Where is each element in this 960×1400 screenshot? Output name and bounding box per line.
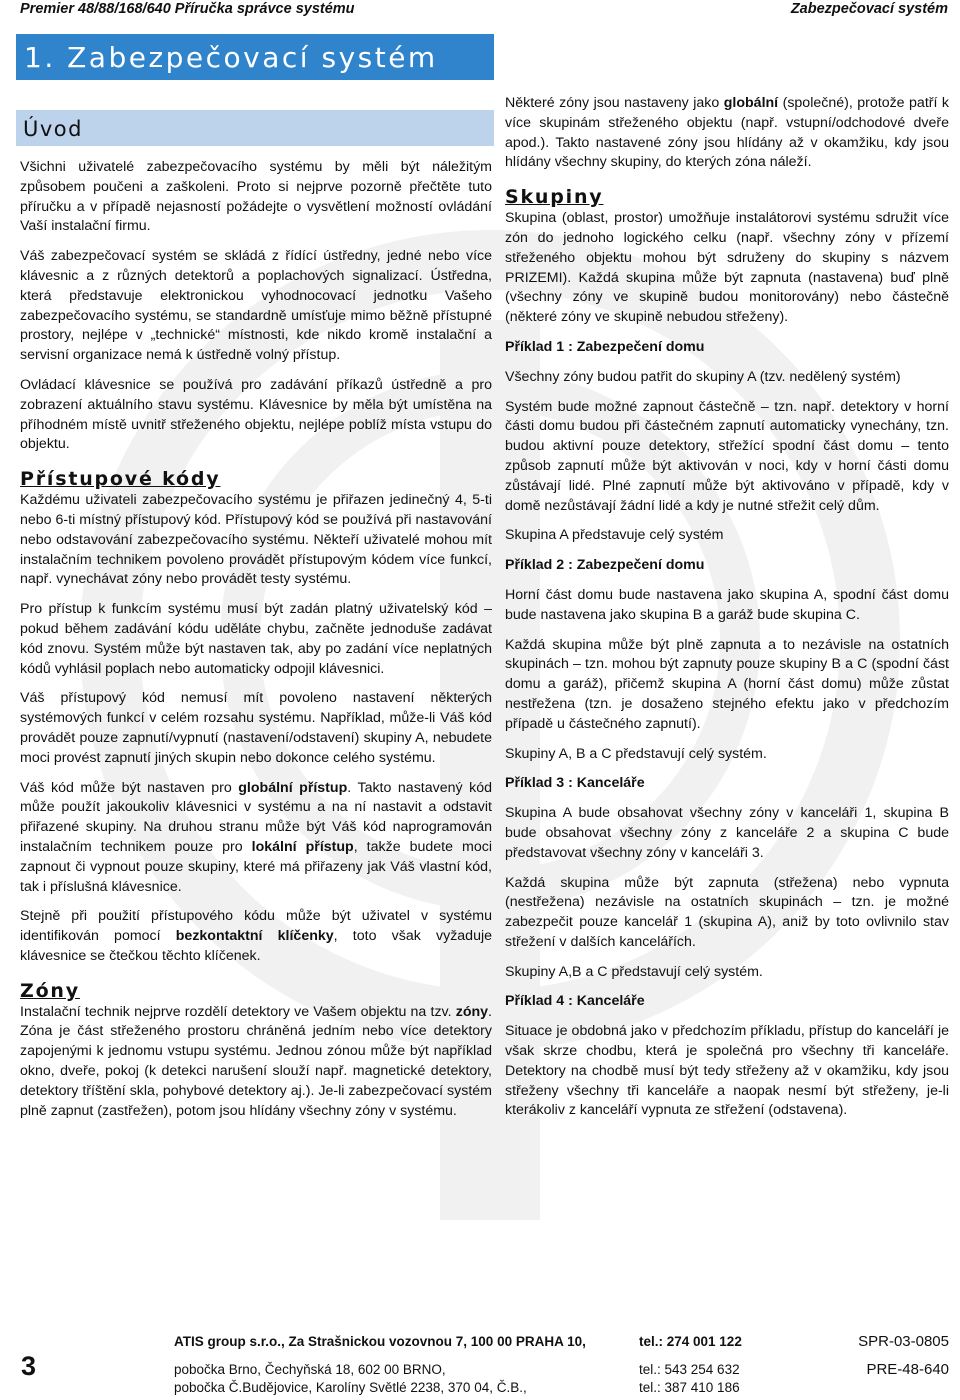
paragraph: Váš přístupový kód nemusí mít povoleno nastavení některých systémových funkcí v celém rozsahu systému. Například, může-li Váš kód provádět pouze zapnutí/vypnutí (nastavení/odstavení) skupiny A, nebudete moci provést zapnutí jiných skupin nebo dokonce celého systému.	[20, 690, 492, 766]
heading-zony: Zóny	[20, 979, 80, 1002]
section-heading-bar	[16, 110, 494, 146]
footer-doc-code: PRE-48-640	[866, 1361, 949, 1378]
paragraph: Každému uživateli zabezpečovacího systému je přiřazen jedinečný 4, 5-ti nebo 6-ti místný přístupový kód. Přístupový kód se používá při nastavování nebo odstavování zabezpečovacího systému. Někteří uživatelé mohou mít instalačním technikem povoleno provádět přístupovým kódem více funkcí, např. vynechávat zóny nebo provádět testy systému.	[20, 492, 492, 588]
paragraph: Instalační technik nejprve rozdělí detektory ve Vašem objektu na tzv. zóny. Zóna je část střeženého prostoru chráněná jedním nebo více detektory zapojenými k jednomu vstupu systému. Jednou zónou může být například okno, dveře, pokoj (k detekci narušení slouží např. magnetické detektory, detektory tříštění skla, pohybové detektory aj.). Je-li zabezpečovací systém plně zapnut (zastřežen), potom jsou hlídány všechny zóny v systému.	[20, 1003, 492, 1119]
paragraph: Každá skupina může být zapnuta (střežena) nebo vypnuta (nestřežena) nezávisle na ostatních skupinách – tzn. je možné zabezpečit pouze kancelář 1 (skupina A), aniž by toto ovlivnilo stav střežení v dalších kancelářích.	[505, 874, 949, 950]
chapter-title: 1. Zabezpečovací systém	[24, 41, 438, 74]
footer-company: ATIS group s.r.o., Za Strašnickou vozovnou 7, 100 00 PRAHA 10,	[174, 1334, 586, 1349]
example-heading: Příklad 1 : Zabezpečení domu	[505, 338, 705, 355]
example-heading: Příklad 3 : Kanceláře	[505, 775, 645, 792]
example-heading: Příklad 2 : Zabezpečení domu	[505, 557, 705, 574]
paragraph: Systém bude možné zapnout částečně – tzn. např. detektory v horní části domu budou při částečném zapnutí automaticky vynechány, tzn. budou aktivní pouze detektory, střežící spodní část domu – tento způsob zapnutí může být aktivován v noci, kdy v horní části domu zůstávají lidé. Plné zapnutí může být aktivováno v případě, kdy v domě nezůstávají žádní lidé a kdy je nutné střežit celý dům.	[505, 398, 949, 514]
footer-phone: tel.: 387 410 186	[639, 1380, 740, 1395]
footer-branch: pobočka Č.Budějovice, Karolíny Světlé 2238, 370 04, Č.B.,	[174, 1380, 527, 1395]
paragraph: Situace je obdobná jako v předchozím příkladu, přístup do kanceláří je však skrze chodbu, která je společná pro všechny tři kanceláře. Detektory na chodbě musí být tedy střeženy až v okamžiku, kdy jsou střeženy všechny tři kanceláře a naopak nesmí být střeženy, je-li kterákoliv z kanceláří vypnuta ze střežení (odstavena).	[505, 1023, 949, 1119]
paragraph: Skupina A bude obsahovat všechny zóny v kanceláři 1, skupina B bude obsahovat všechny zóny z kanceláře 2 a skupina C bude představovat všechny zóny v kanceláři 3.	[505, 805, 949, 861]
paragraph: Skupiny A,B a C představují celý systém.	[505, 963, 763, 980]
header-manual-title: Premier 48/88/168/640 Příručka správce systému	[20, 1, 355, 17]
example-heading: Příklad 4 : Kanceláře	[505, 993, 645, 1010]
section-heading-uvod: Úvod	[23, 117, 83, 141]
paragraph: Ovládací klávesnice se používá pro zadávání příkazů ústředně a pro zobrazení aktuálního stavu systému. Klávesnice by měla být umístěna na příhodném místě uvnitř střeženého objektu, nejlépe poblíž místa vstupu do objektu.	[20, 376, 492, 453]
footer-branch: pobočka Brno, Čechyňská 18, 602 00 BRNO,	[174, 1362, 446, 1377]
paragraph: Skupina A představuje celý systém	[505, 527, 724, 544]
paragraph: Horní část domu bude nastavena jako skupina A, spodní část domu bude nastavena jako skupina B a garáž bude skupina C.	[505, 586, 949, 623]
paragraph: Stejně při použití přístupového kódu může být uživatel v systému identifikován pomocí bezkontaktní klíčenky, toto však vyžaduje klávesnice se čtečkou těchto klíčenek.	[20, 908, 492, 964]
page-header	[20, 0, 948, 18]
heading-pristupove-kody: Přístupové kódy	[20, 468, 221, 491]
footer-phone: tel.: 543 254 632	[639, 1362, 740, 1377]
footer-phone: tel.: 274 001 122	[639, 1334, 742, 1349]
paragraph: Váš kód může být nastaven pro globální přístup. Takto nastavený kód může použít jakoukoliv klávesnici v systému a na ní nastavit a odstavit přiřazené skupiny. Na druhou stranu může být Váš kód naprogramován instalačním technikem pouze pro lokální přístup, takže budete moci zapnout či vypnout pouze skupiny, které má přiřazeny jak Váš vlastní kód, tak i příslušná klávesnice.	[20, 779, 492, 895]
paragraph: Váš zabezpečovací systém se skládá z řídící ústředny, jedné nebo více klávesnic a z různých detektorů a poplachových signalizací. Ústředna, která představuje elektronickou vyhodnocovací jednotku Vašeho zabezpečovacího systému, se standardně umísťuje mimo běžně přístupné prostory, nejlépe v „technické“ místnosti, kde nikdo kromě instalační a servisní organizace nemá k ústředně volný přístup.	[20, 248, 492, 364]
page-footer	[174, 1333, 949, 1397]
paragraph: Pro přístup k funkcím systému musí být zadán platný uživatelský kód – pokud během zadávání kódu uděláte chybu, začněte jednoduše zadávat kód znovu. Systém může být nastaven tak, aby po zadání více neplatných kódů vyhlásil poplach nebo automaticky odpojil klávesnici.	[20, 601, 492, 677]
left-column	[20, 158, 492, 1131]
paragraph: Skupiny A, B a C představují celý systém.	[505, 745, 767, 762]
paragraph: Všechny zóny budou patřit do skupiny A (tzv. nedělený systém)	[505, 368, 901, 385]
paragraph: Každá skupina může být plně zapnuta a to nezávisle na ostatních skupinách – tzn. mohou být zapnuty pouze skupiny B a C (spodní část domu a garáž), přičemž skupina A (horní část domu) může zůstat nestřežena (tzn. je dosaženo stejného efektu jako v předchozím případě u částečného zapnutí).	[505, 636, 949, 732]
paragraph: Skupina (oblast, prostor) umožňuje instalátorovi systému sdružit více zón do jednoho logického celku (např. všechny zóny v přízemí střeženého objektu mohou být sdruženy do skupiny s názvem PRIZEMI). Každá skupina může být zapnuta (nastavena) buď plně (všechny zóny ve skupině budou monitorovány) nebo částečně (některé zóny ve skupině nebudou střeženy).	[505, 210, 949, 326]
paragraph: Všichni uživatelé zabezpečovacího systému by měli být náležitým způsobem poučeni a zaškoleni. Proto si nejprve pozorně přečtěte tuto příručku a v případě nejasností požádejte o vysvětlení možností ovládání Vaší instalační firmu.	[20, 159, 492, 235]
heading-skupiny: Skupiny	[505, 186, 604, 209]
page-number: 3	[21, 1351, 37, 1381]
chapter-title-bar	[16, 34, 494, 80]
paragraph: Některé zóny jsou nastaveny jako globální (společné), protože patří k více skupinám střeženého objektu (např. vstupní/odchodové dveře apod.). Takto nastavené zóny jsou hlídány až v okamžiku, kdy jsou hlídány všechny skupiny, do kterých zóna náleží.	[505, 95, 949, 171]
header-section-title: Zabezpečovací systém	[790, 1, 948, 17]
footer-doc-code: SPR-03-0805	[858, 1333, 949, 1350]
right-column	[505, 94, 949, 1131]
